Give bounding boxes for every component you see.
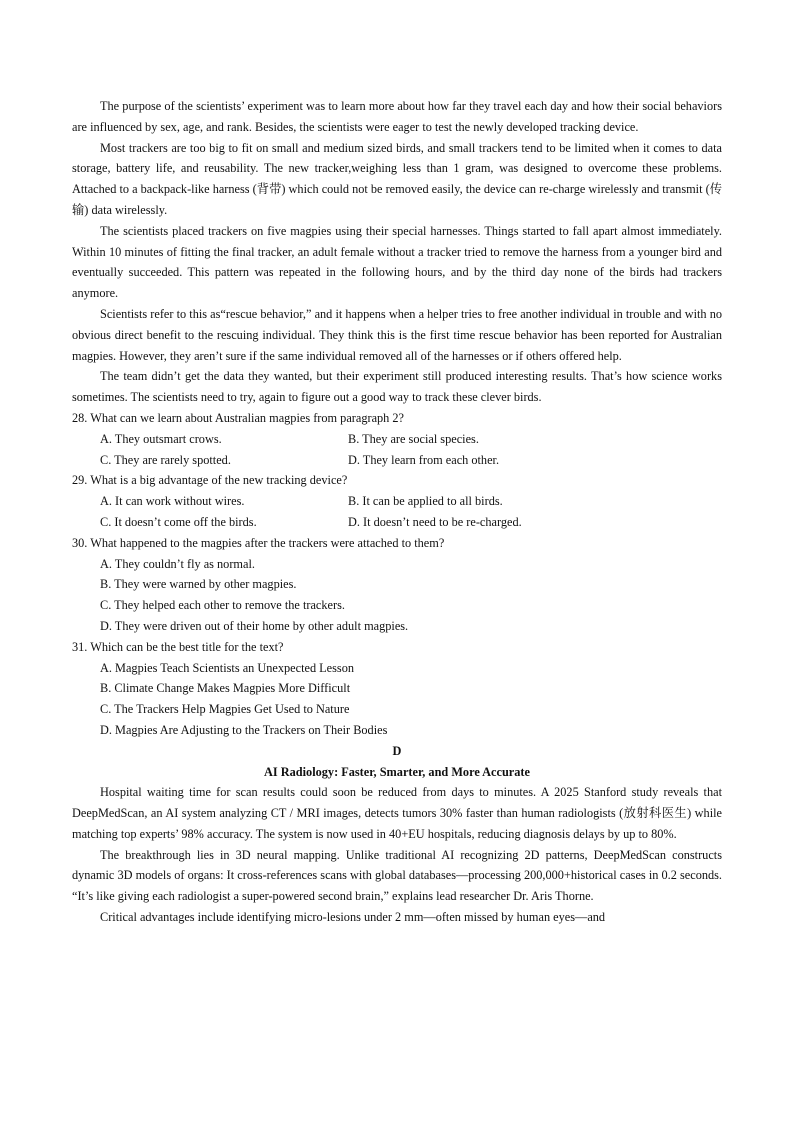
option-d: D. Magpies Are Adjusting to the Trackers on Their Bodies [100,722,388,737]
question-30 [72,533,722,637]
section-letter: D [392,743,402,758]
option-b: B. Climate Change Makes Magpies More Difficult [100,681,351,696]
passage-c-paragraph-3: The scientists placed trackers on five magpies using their special harnesses. Things started to fall apart almost immediately. Within 10 minutes of fitting the final tracker, an adult female without a tracker tried to remove the harness from a younger bird and eventually succeeded. This pattern was repeated in the following hours, and by the third day none of the birds had trackers anymore. [72,223,722,301]
options-row [72,450,722,471]
option-d: D. They were driven out of their home by other adult magpies. [100,618,409,633]
option-a: A. They couldn’t fly as normal. [100,556,255,571]
option-c: C. The Trackers Help Magpies Get Used to Nature [100,702,350,717]
passage-c-paragraph-5: The team didn’t get the data they wanted, but their experiment still produced interesting results. That’s how science works sometimes. The scientists need to try, again to figure out a good way to track these clever birds. [72,369,722,405]
option-d: D. It doesn’t need to be re-charged. [348,514,522,529]
options-row [72,429,722,450]
passage-title: AI Radiology: Faster, Smarter, and More Accurate [264,764,530,779]
passage-c-paragraph-4: Scientists refer to this as“rescue behavior,” and it happens when a helper tries to free another individual in trouble and with no obvious direct benefit to the rescuing individual. They think this is the first time rescue behavior has been reported for Australian magpies. However, they aren’t sure if the same individual removed all of the harnesses or if others offered help. [72,306,722,363]
option-a: A. Magpies Teach Scientists an Unexpected Lesson [100,660,355,675]
passage-c-paragraph-2: Most trackers are too big to fit on small and medium sized birds, and small trackers tend to be limited when it comes to data storage, battery life, and reusability. The new tracker,weighing less than 1 gram, was designed to overcome these problems. Attached to a backpack-like harness (背带) which could not be removed easily, the device can re-charge wirelessly and transmit (传输) data wirelessly. [72,140,722,217]
question-stem: 31. Which can be the best title for the text? [72,639,284,654]
passage-d [72,741,722,928]
options-row [72,512,722,533]
question-29 [72,470,722,532]
option-b: B. They are social species. [348,431,479,446]
page-content [72,96,722,928]
question-stem: 30. What happened to the magpies after the trackers were attached to them? [72,535,445,550]
question-28 [72,408,722,470]
question-31 [72,637,722,741]
passage-d-paragraph-2: The breakthrough lies in 3D neural mapping. Unlike traditional AI recognizing 2D patterns, DeepMedScan constructs dynamic 3D models of organs: It cross-references scans with global databases—processing 200,000+historical cases in 0.2 seconds. “It’s like giving each radiologist a super-powered second brain,” explains lead researcher Dr. Aris Thorne. [72,847,722,904]
option-d: D. They learn from each other. [348,452,500,467]
option-c: C. They helped each other to remove the trackers. [100,598,345,613]
option-c: C. It doesn’t come off the birds. [100,514,257,529]
passage-c-paragraph-1: The purpose of the scientists’ experiment was to learn more about how far they travel each day and how their social behaviors are influenced by sex, age, and rank. Besides, the scientists were eager to test the newly developed tracking device. [72,99,722,134]
passage-d-paragraph-3: Critical advantages include identifying micro-lesions under 2 mm—often missed by human eyes—and [100,910,606,925]
option-c: C. They are rarely spotted. [100,452,231,467]
passage-c [72,96,722,408]
question-stem: 29. What is a big advantage of the new tracking device? [72,473,348,488]
option-b: B. They were warned by other magpies. [100,577,297,592]
option-b: B. It can be applied to all birds. [348,494,503,509]
question-stem: 28. What can we learn about Australian magpies from paragraph 2? [72,410,405,425]
option-a: A. They outsmart crows. [100,431,222,446]
option-a: A. It can work without wires. [100,494,245,509]
passage-d-paragraph-1: Hospital waiting time for scan results could soon be reduced from days to minutes. A 2025 Stanford study reveals that DeepMedScan, an AI system analyzing CT / MRI images, detects tumors 30% faster than human radiologists (放射科医生) while matching top experts’ 98% accuracy. The system is now used in 40+EU hospitals, reducing diagnosis delays by up to 80%. [72,785,722,841]
options-row [72,491,722,512]
